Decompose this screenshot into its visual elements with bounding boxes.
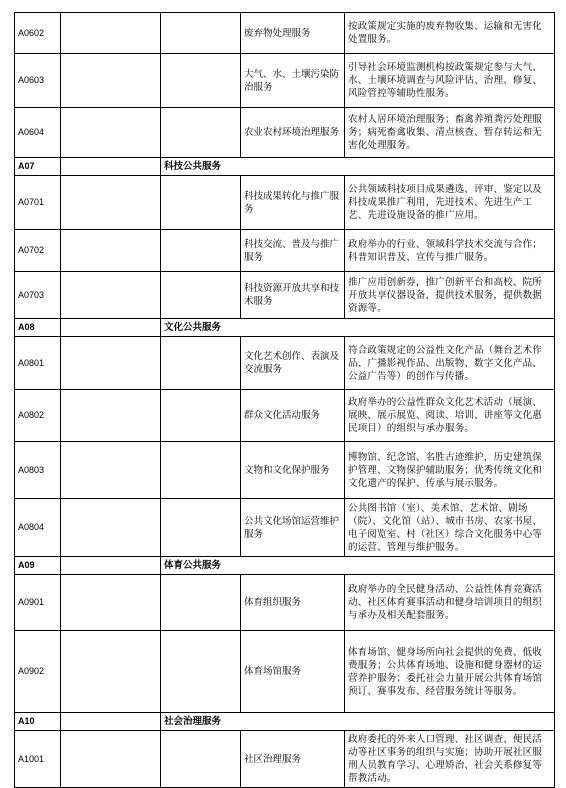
empty-cell [161, 176, 241, 230]
empty-cell [161, 337, 241, 390]
empty-cell [161, 731, 241, 788]
empty-cell [61, 13, 161, 54]
service-description: 政府举办的公益性群众文化艺术活动（展演、展映、展示展览、阅读、培训、讲座等文化惠民项目）的组织与承办服务。 [345, 390, 555, 442]
empty-cell [61, 54, 161, 108]
service-description: 政府委托的外来人口管理、社区调查、便民活动等社区事务的组织与实施；协助开展社区服刑人员教育学习、心理矫治、社会关系修复等帮教活动。 [345, 731, 555, 788]
service-code: A0603 [15, 54, 61, 108]
empty-cell [61, 631, 161, 713]
category-code: A10 [15, 713, 61, 731]
category-code: A08 [15, 319, 61, 337]
service-name: 废弃物处理服务 [241, 13, 345, 54]
service-code: A0702 [15, 230, 61, 272]
empty-cell [161, 54, 241, 108]
empty-cell [61, 158, 161, 176]
category-row [15, 158, 555, 176]
service-row [15, 390, 555, 442]
service-row [15, 272, 555, 319]
service-name: 文物和文化保护服务 [241, 442, 345, 499]
empty-cell [61, 319, 161, 337]
service-code: A0604 [15, 108, 61, 158]
category-row [15, 713, 555, 731]
category-name: 科技公共服务 [161, 158, 555, 176]
service-name: 公共文化场馆运营维护服务 [241, 499, 345, 557]
empty-cell [61, 442, 161, 499]
service-code: A0701 [15, 176, 61, 230]
empty-cell [61, 731, 161, 788]
service-row [15, 230, 555, 272]
category-row [15, 319, 555, 337]
service-description: 引导社会环境监测机构按政策规定参与大气、水、土壤环境调查与风险评估、治理、修复、风险管控等辅助性服务。 [345, 54, 555, 108]
empty-cell [161, 13, 241, 54]
service-row [15, 442, 555, 499]
empty-cell [61, 337, 161, 390]
empty-cell [61, 557, 161, 575]
service-row [15, 337, 555, 390]
service-description: 博物馆、纪念馆、名胜古迹维护，历史建筑保护管理、文物保护辅助服务；优秀传统文化和文化遗产的保护、传承与展示服务。 [345, 442, 555, 499]
service-row [15, 631, 555, 713]
empty-cell [61, 230, 161, 272]
service-row [15, 108, 555, 158]
empty-cell [161, 390, 241, 442]
service-description: 政府举办的行业、领域科学技术交流与合作；科普知识普及、宣传与推广服务。 [345, 230, 555, 272]
empty-cell [61, 575, 161, 631]
empty-cell [161, 442, 241, 499]
service-name: 科技成果转化与推广服务 [241, 176, 345, 230]
empty-cell [161, 631, 241, 713]
empty-cell [161, 575, 241, 631]
empty-cell [61, 272, 161, 319]
service-name: 群众文化活动服务 [241, 390, 345, 442]
empty-cell [61, 176, 161, 230]
service-name: 文化艺术创作、表演及交流服务 [241, 337, 345, 390]
empty-cell [161, 108, 241, 158]
empty-cell [161, 272, 241, 319]
service-description: 公共图书馆（室）、美术馆、艺术馆、剧场（院）、文化馆（站）、城市书房、农家书屋、电子阅览室、村（社区）综合文化服务中心等的运营、管理与维护服务。 [345, 499, 555, 557]
service-description: 符合政策规定的公益性文化产品（舞台艺术作品、广播影视作品、出版物、数字文化产品、公益广告等）的创作与传播。 [345, 337, 555, 390]
empty-cell [61, 108, 161, 158]
service-code: A0804 [15, 499, 61, 557]
service-description: 体育场馆、健身场所向社会提供的免费、低收费服务；公共体育场地、设施和健身器材的运营养护服务；委托社会力量开展公共体育场馆预订、赛事发布、经营服务统计等服务。 [345, 631, 555, 713]
category-code: A09 [15, 557, 61, 575]
service-code: A1001 [15, 731, 61, 788]
service-name: 体育场馆服务 [241, 631, 345, 713]
service-description: 推广应用创新券，推广创新平台和高校、院所开放共享仪器设备，提供技术服务，提供数据资源等。 [345, 272, 555, 319]
service-row [15, 499, 555, 557]
service-name: 社区治理服务 [241, 731, 345, 788]
service-row [15, 13, 555, 54]
service-code: A0803 [15, 442, 61, 499]
empty-cell [61, 390, 161, 442]
service-code: A0703 [15, 272, 61, 319]
service-name: 大气、水、土壤污染防治服务 [241, 54, 345, 108]
empty-cell [61, 713, 161, 731]
service-name: 体育组织服务 [241, 575, 345, 631]
service-description: 公共领域科技项目成果遴选、评审、鉴定以及科技成果推广利用，先进技术、先进生产工艺、先进设施设备的推广应用。 [345, 176, 555, 230]
empty-cell [61, 499, 161, 557]
service-name: 农业农村环境治理服务 [241, 108, 345, 158]
service-code: A0902 [15, 631, 61, 713]
category-name: 社会治理服务 [161, 713, 555, 731]
service-row [15, 54, 555, 108]
service-row [15, 575, 555, 631]
service-description: 政府举办的全民健身活动、公益性体育竞赛活动、社区体育赛事活动和健身培训项目的组织与承办及相关配套服务。 [345, 575, 555, 631]
category-code: A07 [15, 158, 61, 176]
service-name: 科技资源开放共享和技术服务 [241, 272, 345, 319]
service-row [15, 176, 555, 230]
service-catalog-table [14, 12, 555, 788]
empty-cell [161, 230, 241, 272]
service-description: 按政策规定实施的废弃物收集、运输和无害化处置服务。 [345, 13, 555, 54]
category-name: 文化公共服务 [161, 319, 555, 337]
service-code: A0801 [15, 337, 61, 390]
service-row [15, 731, 555, 788]
service-name: 科技交流、普及与推广服务 [241, 230, 345, 272]
category-name: 体育公共服务 [161, 557, 555, 575]
service-code: A0802 [15, 390, 61, 442]
service-code: A0901 [15, 575, 61, 631]
category-row [15, 557, 555, 575]
empty-cell [161, 499, 241, 557]
service-code: A0602 [15, 13, 61, 54]
service-description: 农村人居环境治理服务；畜禽养殖粪污处理服务；病死畜禽收集、清点核查、暂存转运和无害化处理服务。 [345, 108, 555, 158]
